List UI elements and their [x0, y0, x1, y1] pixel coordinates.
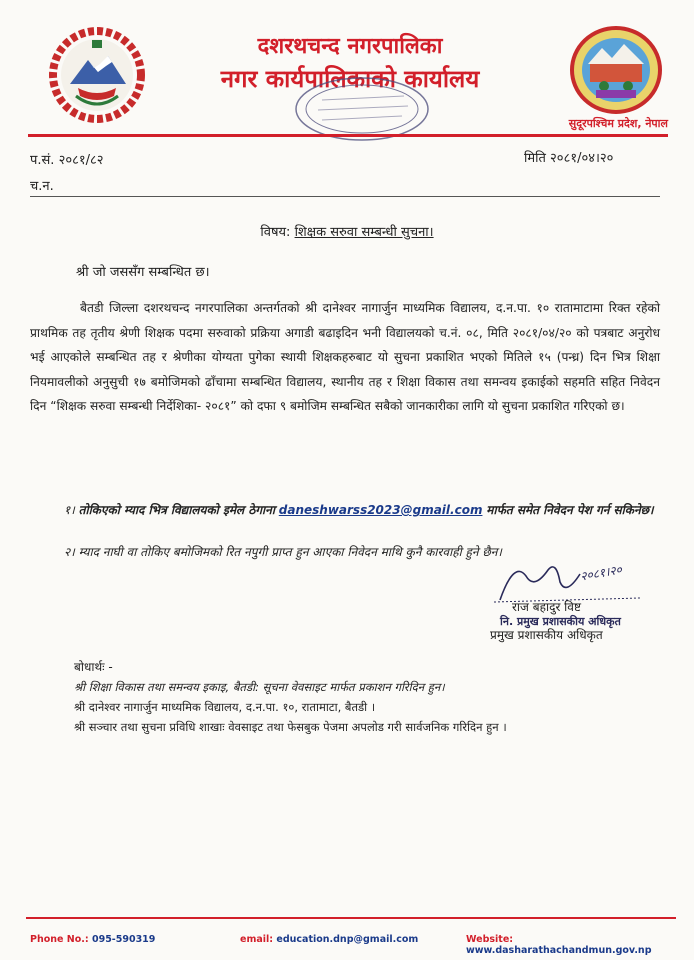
footer-phone [30, 934, 155, 945]
subject-text: शिक्षक सरुवा सम्बन्धी सुचना। [294, 225, 434, 240]
handwritten-date: २०८१।२० [579, 562, 623, 584]
dispatch-number: च.न. [30, 179, 54, 194]
office-seal-stamp [292, 76, 432, 142]
school-email-link[interactable]: daneshwarss2023@gmail.com [278, 503, 483, 517]
phone-label: Phone No.: [30, 934, 89, 945]
email-label: email: [240, 934, 274, 945]
salutation: श्री जो जससँग सम्बन्धित छ। [76, 265, 210, 280]
nepal-emblem-logo [48, 26, 146, 124]
signatory-stamp-line: नि. प्रमुख प्रशासकीय अधिकृत [500, 615, 621, 628]
reference-number: प.सं. २०८१/८२ [30, 153, 104, 168]
note-1 [64, 500, 660, 521]
header-divider [28, 134, 668, 137]
website-link[interactable]: www.dasharathachandmun.gov.np [466, 945, 652, 956]
footer-divider [26, 917, 676, 919]
bodharth-heading: बोधार्थः - [74, 660, 113, 674]
subject-label: विषय: [260, 225, 291, 240]
signatory-title: प्रमुख प्रशासकीय अधिकृत [490, 628, 603, 642]
phone-number: 095-590319 [91, 934, 156, 945]
note-2-text: म्याद नाघी वा तोकिए बमोजिमको रित नपुगी प्राप्त हुन आएका निवेदन माथि कुनै कारवाही हुने छैन। [78, 545, 502, 559]
bodharth-item: श्री दानेश्वर नागार्जुन माध्यमिक विद्यालय, द.न.पा. १०, रातामाटा, बैतडी । [74, 700, 376, 714]
body-paragraph: बैतडी जिल्ला दशरथचन्द नगरपालिका अन्तर्गतको श्री दानेश्वर नागार्जुन माध्यमिक विद्यालय, द.न.पा. १० रातामाटामा रिक्त रहेको प्राथमिक तह तृतीय श्रेणी शिक्षक पदमा सरुवाको प्रक्रिया अगाडी बढाइदिन भनी विद्यालयको च.नं. ०८, मिति २०८१/०४/२० को पत्रबाट अनुरोध भई आएकोले सम्बन्धित तह र श्रेणीका योग्यता पुगेका स्थायी शिक्षकहरुबाट यो सुचना प्रकाशित भएको मितिले १५ (पन्ध्र) दिन भित्र शिक्षा नियमावलीको अनुसुची १७ बमोजिमको ढाँचामा सम्बन्धित विद्यालय, स्थानीय तह र शिक्षा विकास तथा समन्वय इकाईको सहमति सहित निवेदन दिन “शिक्षक सरुवा सम्बन्धी निर्देशिका- २०८१” को दफा ९ बमोजिम सम्बन्धित सबैको जानकारीका लागि यो सुचना प्रकाशित गरिएको छ। [30, 301, 660, 413]
office-email-link[interactable]: education.dnp@gmail.com [276, 934, 419, 945]
signatory-name: राज बहादुर विष्ट [512, 600, 581, 614]
letter-date: मिति २०८१/०४।२० [524, 151, 614, 166]
bodharth-item: श्री शिक्षा विकास तथा समन्वय इकाइ, बैतडी: सूचना वेवसाइट मार्फत प्रकाशन गरिदिन हुन। [74, 680, 445, 694]
bodharth-item: श्री सञ्चार तथा सुचना प्रविधि शाखाः वेवसाइट तथा फेसबुक पेजमा अपलोड गरी सार्वजनिक गरिदिन हुन । [74, 720, 507, 734]
office-name: नगर कार्यपालिकाको कार्यालय [220, 65, 480, 93]
footer-email [240, 934, 418, 945]
note-1-text-after: मार्फत समेत निवेदन पेश गर्न सकिनेछ। [486, 503, 654, 517]
meta-divider [30, 196, 660, 197]
note-1-number: १। [64, 503, 75, 517]
municipality-name: दशरथचन्द नगरपालिका [257, 34, 443, 59]
website-label: Website: [466, 934, 514, 945]
note-2-number: २। [64, 545, 75, 559]
footer-website [466, 934, 694, 956]
note-1-text-before: तोकिएको म्याद भित्र विद्यालयको इमेल ठेगाना [78, 503, 275, 517]
province-emblem-logo [566, 24, 666, 116]
subject-line [0, 222, 694, 240]
province-name: सुदूरपश्चिम प्रदेश, नेपाल [568, 117, 668, 130]
